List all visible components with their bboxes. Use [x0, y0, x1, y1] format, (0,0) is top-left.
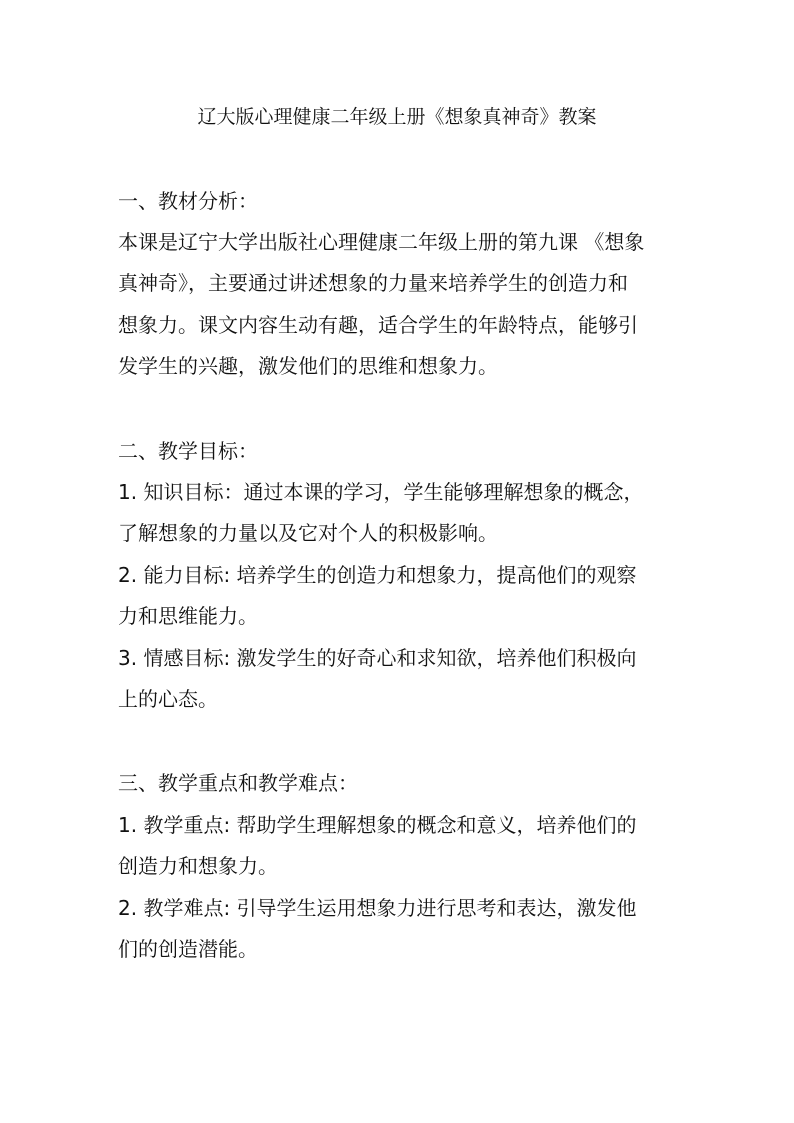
- section3-heading: 三、教学重点和教学难点：: [118, 771, 358, 795]
- section2-line-5: 3. 情感目标: 激发学生的好奇心和求知欲，培养他们积极向: [118, 646, 637, 670]
- section2-line-1: 1. 知识目标：通过本课的学习，学生能够理解想象的概念，: [118, 480, 644, 504]
- section2-line-6: 上的心态。: [118, 687, 218, 711]
- section1-line-3: 想象力。课文内容生动有趣，适合学生的年龄特点，能够引: [118, 313, 638, 337]
- section3-line-3: 2. 教学难点: 引导学生运用想象力进行思考和表达，激发他: [118, 896, 637, 920]
- section2-line-3: 2. 能力目标: 培养学生的创造力和想象力，提高他们的观察: [118, 563, 637, 587]
- section1-line-4: 发学生的兴趣，激发他们的思维和想象力。: [118, 354, 498, 378]
- section3-line-1: 1. 教学重点: 帮助学生理解想象的概念和意义，培养他们的: [118, 813, 637, 837]
- section3-line-4: 们的创造潜能。: [118, 937, 258, 961]
- document-title: 辽大版心理健康二年级上册《想象真神奇》教案: [197, 106, 597, 128]
- section3-line-2: 创造力和想象力。: [118, 854, 278, 878]
- section1-heading: 一、教材分析：: [118, 189, 258, 213]
- section2-line-4: 力和思维能力。: [118, 604, 258, 628]
- section2-heading: 二、教学目标：: [118, 439, 258, 463]
- section2-line-2: 了解想象的力量以及它对个人的积极影响。: [118, 521, 498, 545]
- section1-line-1: 本课是辽宁大学出版社心理健康二年级上册的第九课 《想象: [118, 230, 645, 254]
- section1-line-2: 真神奇》，主要通过讲述想象的力量来培养学生的创造力和: [118, 271, 628, 295]
